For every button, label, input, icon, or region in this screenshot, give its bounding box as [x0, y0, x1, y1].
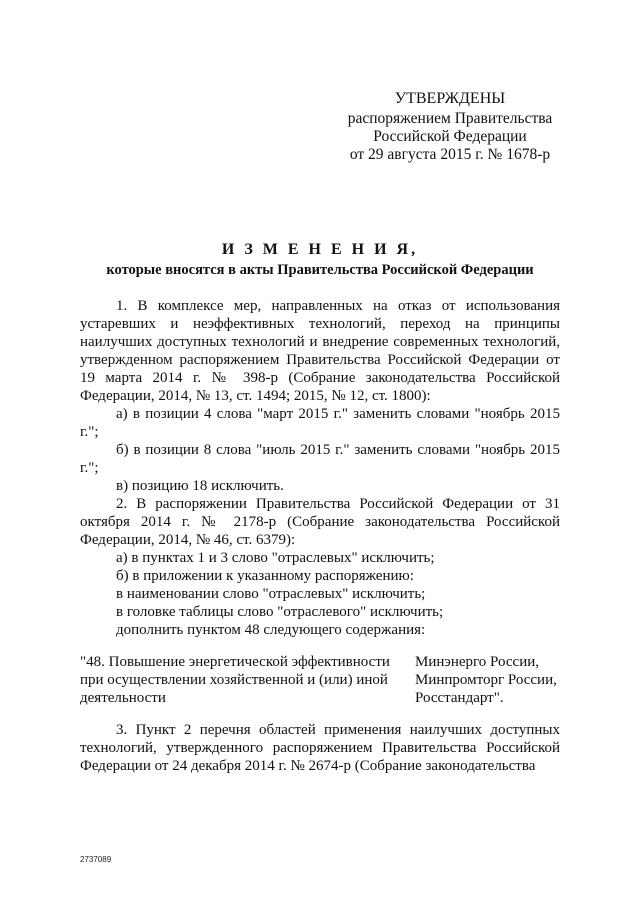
table-left-line-3: деятельности	[80, 690, 166, 706]
paragraph-2b-2: в головке таблицы слово "отраслевого" исключить;	[116, 604, 444, 620]
paragraph-1b: б) в позиции 8 слова "июль 2015 г." заменить словами "ноябрь 2015 г.";	[80, 442, 560, 476]
inserted-table-row	[80, 653, 560, 707]
title-subtitle: которые вносятся в акты Правительства Российской Федерации	[106, 262, 534, 278]
paragraph-2b-1: в наименовании слово "отраслевых" исключить;	[116, 586, 426, 602]
document-body	[80, 297, 560, 775]
document-number: 2737089	[80, 855, 112, 864]
approval-stamp	[340, 90, 560, 164]
paragraph-2a: а) в пунктах 1 и 3 слово "отраслевых" исключить;	[116, 550, 435, 566]
table-row-responsible	[415, 653, 560, 707]
approval-line-3: от 29 августа 2015 г. № 1678-р	[349, 146, 551, 163]
approval-line-1: распоряжением Правительства	[347, 110, 553, 127]
paragraph-2b: б) в приложении к указанному распоряжению:	[116, 568, 414, 584]
table-row-description	[80, 653, 390, 707]
paragraph-2b-3: дополнить пунктом 48 следующего содержания:	[116, 622, 426, 638]
approval-line-2: Российской Федерации	[373, 128, 527, 145]
approval-heading: УТВЕРЖДЕНЫ	[394, 90, 506, 107]
table-left-line-2: при осуществлении хозяйственной и (или) иной	[80, 672, 388, 688]
title-main: И З М Е Н Е Н И Я,	[221, 241, 419, 258]
paragraph-1a: а) в позиции 4 слова "март 2015 г." заменить словами "ноябрь 2015 г.";	[80, 406, 560, 440]
paragraph-1: 1. В комплексе мер, направленных на отказ от использования устаревших и неэффективных технологий, переход на принципы наилучших доступных технологий и внедрение современных технологий, утвержденном распоряжением Правительства Российской Федерации от 19 марта 2014 г. № 398-р (Собрание законодательства Российской Федерации, 2014, № 13, ст. 1494; 2015, № 12, ст. 1800):	[80, 298, 560, 404]
paragraph-3: 3. Пункт 2 перечня областей применения наилучших доступных технологий, утвержденного распоряжением Правительства Российской Федерации от 24 декабря 2014 г. № 2674-р (Собрание законодательства	[80, 722, 560, 774]
table-right-line-3: Росстандарт".	[415, 690, 504, 706]
table-left-line-1: "48. Повышение энергетической эффективности	[80, 654, 390, 670]
table-right-line-2: Минпромторг России,	[415, 672, 557, 688]
table-right-line-1: Минэнерго России,	[415, 654, 540, 670]
paragraph-2: 2. В распоряжении Правительства Российской Федерации от 31 октября 2014 г. № 2178-р (Собрание законодательства Российской Федерации, 2014, № 46, ст. 6379):	[80, 496, 560, 548]
paragraph-1c: в) позицию 18 исключить.	[116, 478, 284, 494]
document-title	[80, 240, 560, 280]
